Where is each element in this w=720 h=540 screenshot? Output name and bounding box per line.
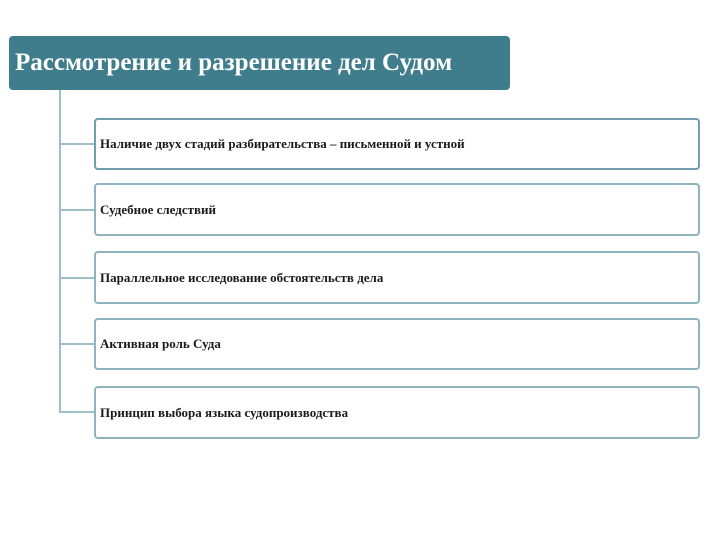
connector-branch bbox=[59, 411, 94, 413]
item-box-1: Наличие двух стадий разбирательства – письменной и устной bbox=[94, 118, 700, 170]
item-box-5: Принцип выбора языка судопроизводства bbox=[94, 386, 700, 439]
connector-branch bbox=[59, 277, 94, 279]
connector-trunk bbox=[59, 90, 61, 412]
connector-branch bbox=[59, 343, 94, 345]
connector-branch bbox=[59, 143, 94, 145]
connector-branch bbox=[59, 209, 94, 211]
diagram-title: Рассмотрение и разрешение дел Судом bbox=[9, 36, 510, 90]
item-box-3: Параллельное исследование обстоятельств дела bbox=[94, 251, 700, 304]
item-box-4: Активная роль Суда bbox=[94, 318, 700, 370]
item-box-2: Судебное следствий bbox=[94, 183, 700, 236]
